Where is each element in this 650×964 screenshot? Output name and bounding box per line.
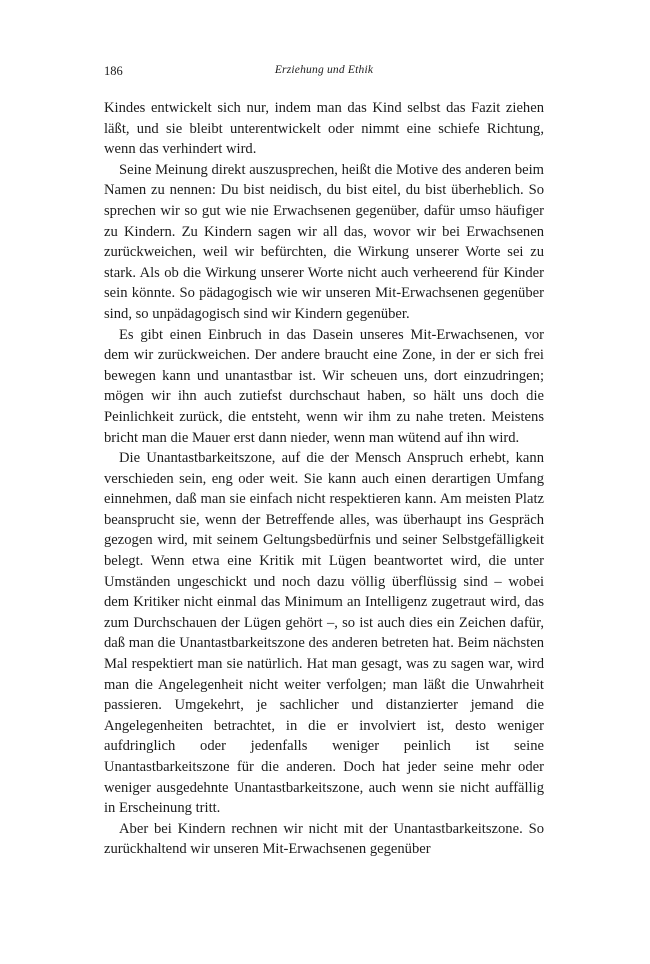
running-head (104, 64, 544, 86)
running-title: Erziehung und Ethik (274, 64, 374, 76)
paragraph: Die Unantastbarkeitszone, auf die der Mensch Anspruch erhebt, kann verschieden sein, eng oder weit. Sie kann auch einen derartigen Umfang einnehmen, daß man sie einfach nicht respektieren kann. Am meisten Platz beansprucht sie, wenn der Betreffende alles, was überhaupt ins Gespräch gezogen wird, mit seinem Geltungsbedürfnis und seiner Selbstgefälligkeit belegt. Wenn etwa eine Kritik mit Lügen beantwortet wird, die unter Umständen ungeschickt und noch dazu völlig überflüssig sind – wobei dem Kritiker nicht einmal das Minimum an Intelligenz zugetraut wird, das zum Durchschauen der Lügen gehört –, so ist auch dies ein Zeichen dafür, daß man die Unantastbarkeitszone des anderen betreten hat. Beim nächsten Mal respektiert man sie natürlich. Hat man gesagt, was zu sagen war, wird man die Angelegenheit nicht weiter verfolgen; man läßt die Unwahrheit passieren. Umgekehrt, je sachlicher und distanzierter jemand die Angelegenheiten betrachtet, in die er involviert ist, desto weniger aufdringlich oder jedenfalls weniger peinlich ist seine Unantastbarkeitszone für die anderen. Doch hat jeder seine mehr oder weniger ausgedehnte Unantastbarkeitszone, auch wenn sie nicht auffällig in Erscheinung tritt. (104, 450, 544, 817)
page-number: 186 (104, 64, 123, 78)
paragraph: Es gibt einen Einbruch in das Dasein unseres Mit-Erwachsenen, vor dem wir zurückweichen. Der andere braucht eine Zone, in der er sich frei bewegen kann und unantastbar ist. Wir scheuen uns, dort einzudringen; mögen wir ihn auch zutiefst durchschaut haben, so hält uns doch die Peinlichkeit zurück, die entsteht, wenn wir ihm zu nahe treten. Meistens bricht man die Mauer erst dann nieder, wenn man wütend auf ihn wird. (104, 326, 544, 446)
paragraph-continuation: Kindes entwickelt sich nur, indem man das Kind selbst das Fazit ziehen läßt, und sie bleibt unterentwickelt oder nimmt eine schiefe Richtung, wenn das verhindert wird. (104, 100, 544, 158)
body-text (104, 98, 544, 860)
paragraph: Aber bei Kindern rechnen wir nicht mit der Unantastbarkeitszone. So zurückhaltend wir unseren Mit-Erwachsenen gegenüber (104, 820, 544, 858)
book-page (104, 64, 544, 860)
paragraph: Seine Meinung direkt auszusprechen, heißt die Motive des anderen beim Namen zu nennen: Du bist neidisch, du bist eitel, du bist überheblich. So sprechen wir so gut wie nie Erwachsenen gegenüber, dafür umso häufiger zu Kindern. Zu Kindern sagen wir all das, wovor wir bei Erwachsenen zurückweichen, weil wir befürchten, die Wirkung unserer Worte sei zu stark. Als ob die Wirkung unserer Worte nicht auch verheerend für Kinder sein könnte. So pädagogisch wie wir unseren Mit-Erwachsenen gegenüber sind, so unpädagogisch sind wir Kindern gegenüber. (104, 161, 544, 322)
